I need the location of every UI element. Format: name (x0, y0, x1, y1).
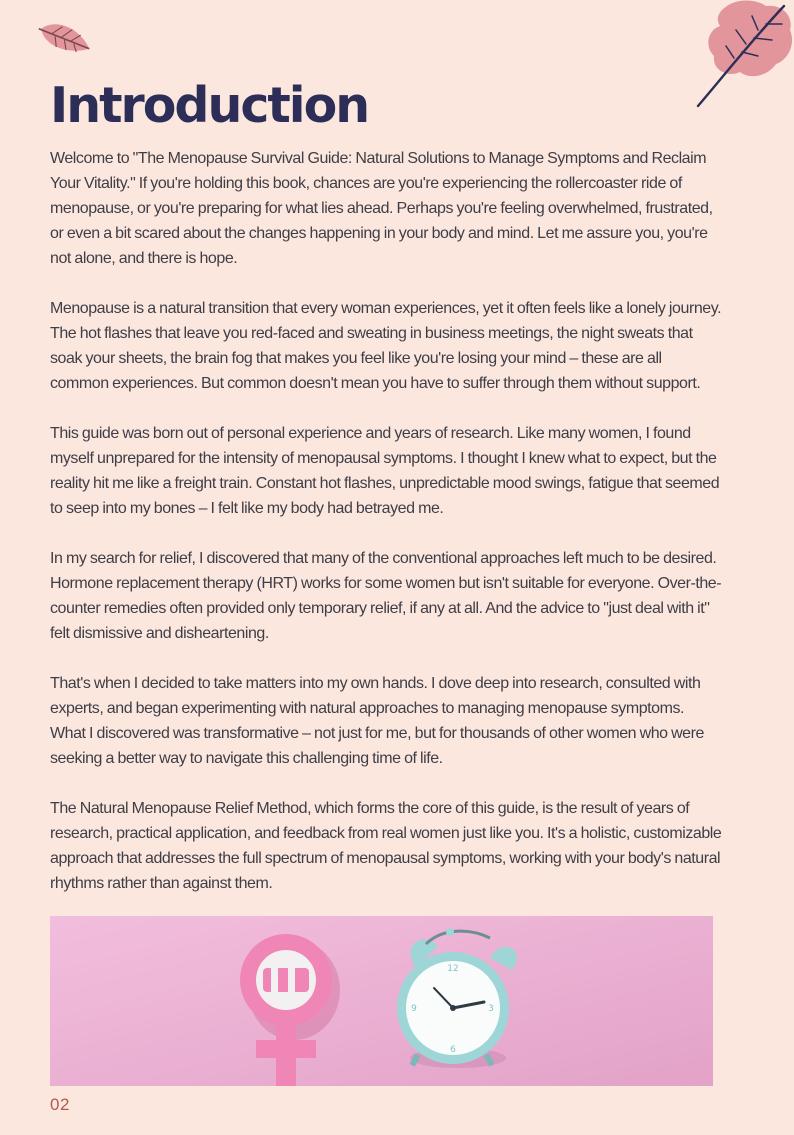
svg-text:12: 12 (447, 964, 459, 974)
body-text (50, 146, 722, 921)
paragraph: The Natural Menopause Relief Method, which forms the core of this guide, is the result of years of research, practical application, and feedback from real women just like you. It's a holistic, customizable approach that addresses the full spectrum of menopausal symptoms, working with your body's natural rhythms rather than against them. (50, 800, 722, 892)
paragraph: In my search for relief, I discovered that many of the conventional approaches left much to be desired. Hormone replacement therapy (HRT) works for some women but isn't suitable for everyone. Over-the-counter remedies often provided only temporary relief, if any at all. And the advice to "just deal with it" felt dismissive and disheartening. (50, 550, 722, 642)
paragraph: Welcome to "The Menopause Survival Guide: Natural Solutions to Manage Symptoms and Reclaim Your Vitality." If you're holding this book, chances are you're experiencing the rollercoaster ride of menopause, or you're preparing for what lies ahead. Perhaps you're feeling overwhelmed, frustrated, or even a bit scared about the changes happening in your body and mind. Let me assure you, you're not alone, and there is hope. (50, 150, 713, 267)
page-title: Introduction (50, 77, 369, 134)
svg-text:6: 6 (450, 1045, 456, 1055)
svg-text:3: 3 (488, 1004, 494, 1014)
leaf-branch-icon (692, 0, 794, 110)
illustration-photo (50, 916, 713, 1086)
paragraph: This guide was born out of personal experience and years of research. Like many women, I found myself unprepared for the intensity of menopausal symptoms. I thought I knew what to expect, but the reality hit me like a freight train. Constant hot flashes, unpredictable mood swings, fatigue that seemed to seep into my bones – I felt like my body had betrayed me. (50, 425, 720, 517)
svg-text:9: 9 (411, 1004, 417, 1014)
leaf-icon (34, 14, 94, 68)
paragraph: That's when I decided to take matters into my own hands. I dove deep into research, consulted with experts, and began experimenting with natural approaches to managing menopause symptoms. What I discovered was transformative – not just for me, but for thousands of other women who were seeking a better way to navigate this challenging time of life. (50, 675, 704, 767)
paragraph: Menopause is a natural transition that every woman experiences, yet it often feels like a lonely journey. The hot flashes that leave you red-faced and sweating in business meetings, the night sweats that soak your sheets, the brain fog that makes you feel like you're losing your mind – these are all common experiences. But common doesn't mean you have to suffer through them without support. (50, 300, 722, 392)
page-number: 02 (50, 1095, 70, 1114)
